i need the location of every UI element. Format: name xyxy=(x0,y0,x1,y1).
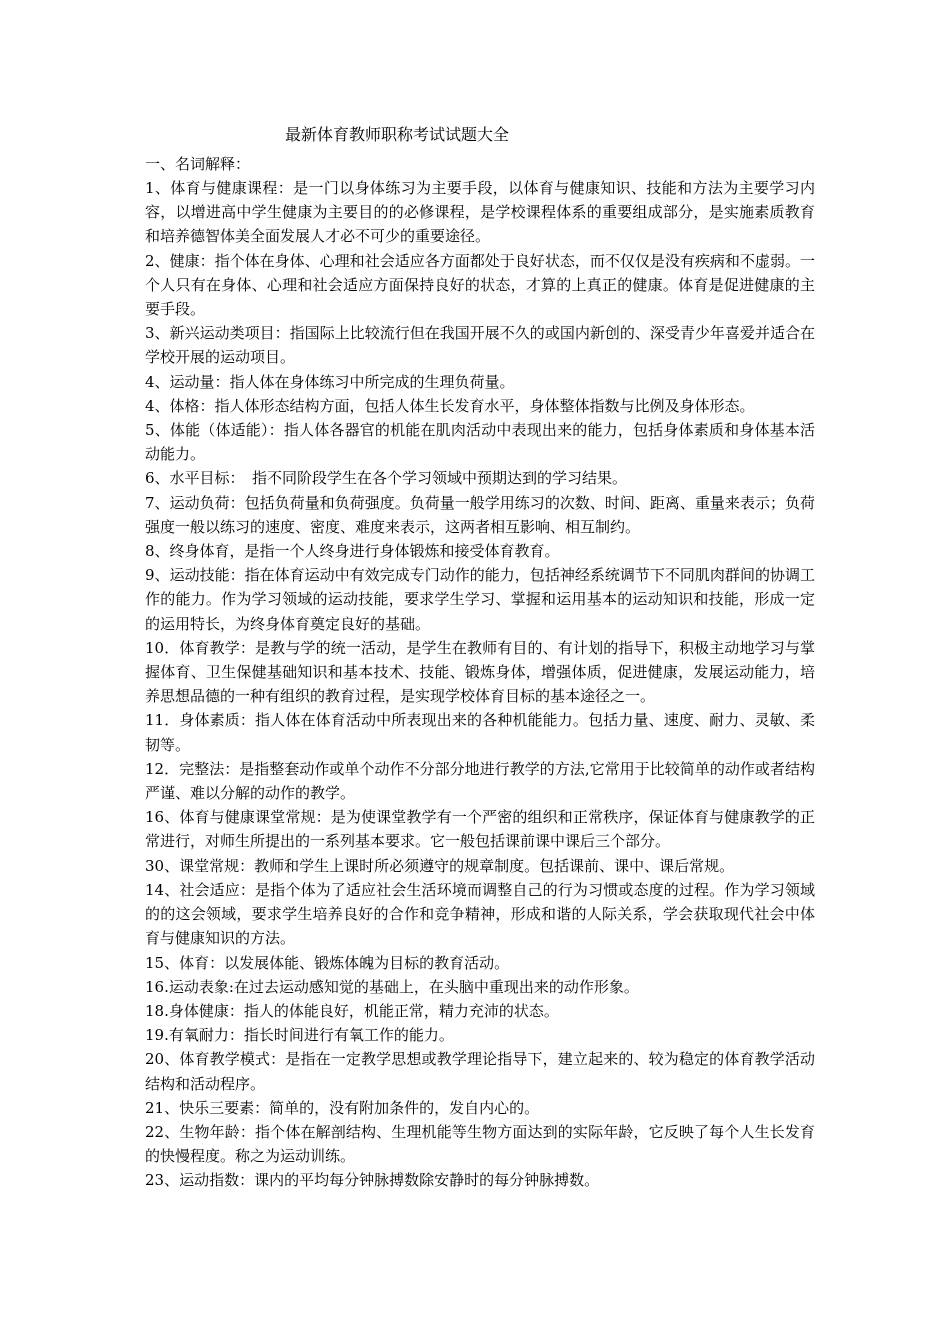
definition-entry: 30、课堂常规：教师和学生上课时所必须遵守的规章制度。包括课前、课中、课后常规。 xyxy=(145,856,735,875)
document-title: 最新体育教师职称考试试题大全 xyxy=(285,125,510,144)
definition-entry: 20、体育教学模式：是指在一定教学思想或教学理论指导下，建立起来的、较为稳定的体育教学活动结构和活动程序。 xyxy=(145,1050,815,1093)
definition-entry: 12．完整法：是指整套动作或单个动作不分部分地进行教学的方法,它常用于比较简单的动作或者结构严谨、难以分解的动作的教学。 xyxy=(145,759,815,803)
definition-entry: 6、水平目标： 指不同阶段学生在各个学习领域中预期达到的学习结果。 xyxy=(145,469,628,488)
definition-entry: 1、体育与健康课程：是一门以身体练习为主要手段，以体育与健康知识、技能和方法为主要学习内容，以增进高中学生健康为主要目的的必修课程，是学校课程体系的重要组成部分，是实施素质教育和培养德智体美全面发展人才必不可少的重要途径。 xyxy=(145,179,815,246)
definition-entry: 15、体育：以发展体能、锻炼体魄为目标的教育活动。 xyxy=(145,953,510,972)
definition-entry: 2、健康：指个体在身体、心理和社会适应各方面都处于良好状态，而不仅仅是没有疾病和不虚弱。一个人只有在身体、心理和社会适应方面保持良好的状态，才算的上真正的健康。体育是促进健康的主要手段。 xyxy=(145,251,815,319)
definition-entry: 3、新兴运动类项目：指国际上比较流行但在我国开展不久的或国内新创的、深受青少年喜爱并适合在学校开展的运动项目。 xyxy=(145,324,815,367)
definition-entry: 7、运动负荷：包括负荷量和负荷强度。负荷量一般学用练习的次数、时间、距离、重量来表示；负荷强度一般以练习的速度、密度、难度来表示，这两者相互影响、相互制约。 xyxy=(145,493,815,536)
document-page xyxy=(145,124,815,1193)
definition-entry: 5、体能（体适能）：指人体各器官的机能在肌肉活动中表现出来的能力，包括身体素质和身体基本活动能力。 xyxy=(145,421,815,464)
definition-entry: 21、快乐三要素：简单的，没有附加条件的，发自内心的。 xyxy=(145,1098,540,1117)
definition-entry: 4、运动量：指人体在身体练习中所完成的生理负荷量。 xyxy=(145,372,515,391)
section-heading: 一、名词解释： xyxy=(145,155,251,173)
definition-entry: 22、生物年龄：指个体在解剖结构、生理机能等生物方面达到的实际年龄，它反映了每个人生长发育的快慢程度。称之为运动训练。 xyxy=(145,1122,815,1166)
definition-entry: 10．体育教学：是教与学的统一活动，是学生在教师有目的、有计划的指导下，积极主动地学习与掌握体育、卫生保健基础知识和基本技术、技能、锻炼身体，增强体质，促进健康，发展运动能力，培养思想品德的一种有组织的教育过程，是实现学校体育目标的基本途径之一。 xyxy=(145,638,815,706)
definition-entry: 19.有氧耐力：指长时间进行有氧工作的能力。 xyxy=(145,1026,454,1045)
definition-entry: 14、社会适应：是指个体为了适应社会生活环境而调整自己的行为习惯或态度的过程。作为学习领域的的这会领域，要求学生培养良好的合作和竞争精神，形成和谐的人际关系，学会获取现代社会中体育与健康知识的方法。 xyxy=(145,880,815,948)
definition-entry: 18.身体健康：指人的体能良好，机能正常，精力充沛的状态。 xyxy=(145,1001,559,1020)
definition-entry: 11．身体素质：指人体在体育活动中所表现出来的各种机能能力。包括力量、速度、耐力、灵敏、柔韧等。 xyxy=(145,711,815,754)
definition-entry: 9、运动技能：指在体育运动中有效完成专门动作的能力，包括神经系统调节下不同肌肉群间的协调工作的能力。作为学习领域的运动技能，要求学生学习、掌握和运用基本的运动知识和技能，形成一定的运用特长，为终身体育奠定良好的基础。 xyxy=(145,566,815,633)
definition-entry: 8、终身体育，是指一个人终身进行身体锻炼和接受体育教育。 xyxy=(145,542,560,561)
definition-list xyxy=(145,176,815,1193)
definition-entry: 16、体育与健康课堂常规：是为使课堂教学有一个严密的组织和正常秩序，保证体育与健康教学的正常进行，对师生所提出的一系列基本要求。它一般包括课前课中课后三个部分。 xyxy=(145,808,815,851)
definition-entry: 4、体格：指人体形态结构方面，包括人体生长发育水平，身体整体指数与比例及身体形态。 xyxy=(145,396,755,415)
definition-entry: 23、运动指数：课内的平均每分钟脉搏数除安静时的每分钟脉搏数。 xyxy=(145,1171,600,1190)
definition-entry: 16.运动表象:在过去运动感知觉的基础上，在头脑中重现出来的动作形象。 xyxy=(145,977,639,996)
